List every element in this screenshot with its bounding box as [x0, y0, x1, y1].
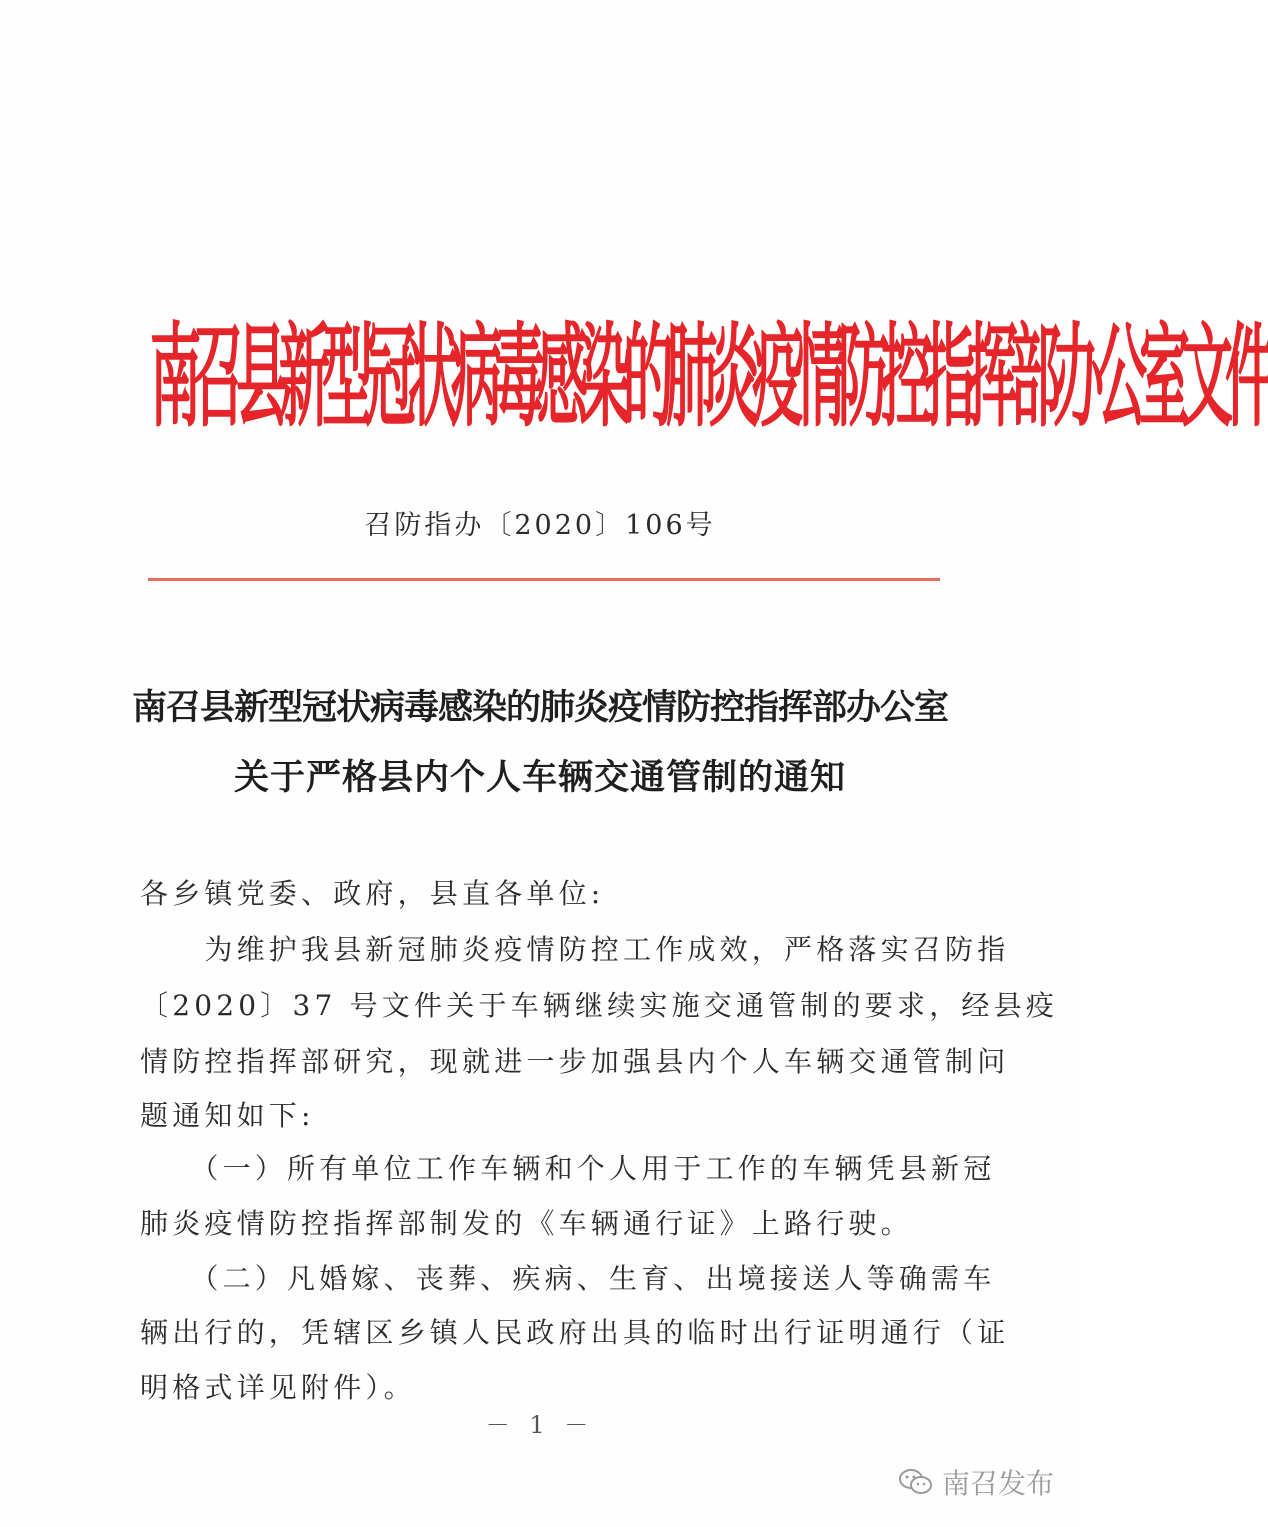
body-line: （二）凡婚嫁、丧葬、疾病、生育、出境接送人等确需车	[140, 1262, 996, 1295]
body-line: 情防控指挥部研究，现就进一步加强县内个人车辆交通管制问	[140, 1045, 1010, 1078]
notice-title-line-1: 南召县新型冠状病毒感染的肺炎疫情防控指挥部办公室	[131, 687, 948, 728]
source-watermark	[898, 1462, 1054, 1502]
body-line: （一）所有单位工作车辆和个人用于工作的车辆凭县新冠	[140, 1152, 996, 1185]
page-number: － 1 －	[485, 1411, 595, 1439]
red-divider-line	[148, 578, 940, 581]
notice-title-line-2: 关于严格县内个人车辆交通管制的通知	[233, 757, 846, 798]
document-number: 召防指办〔2020〕106号	[364, 510, 716, 541]
body-line: 明格式详见附件）。	[140, 1371, 416, 1404]
body-line: 各乡镇党委、政府，县直各单位:	[140, 877, 605, 910]
body-line: 〔2020〕37 号文件关于车辆继续实施交通管制的要求，经县疫	[140, 989, 1058, 1022]
body-line: 为维护我县新冠肺炎疫情防控工作成效，严格落实召防指	[140, 933, 1010, 966]
watermark-text: 南召发布	[942, 1467, 1055, 1500]
body-line: 题通知如下:	[140, 1099, 315, 1132]
wechat-icon	[898, 1467, 934, 1497]
body-line: 肺炎疫情防控指挥部制发的《车辆通行证》上路行驶。	[140, 1207, 913, 1240]
body-line: 辆出行的，凭辖区乡镇人民政府出具的临时出行证明通行（证	[140, 1316, 1010, 1349]
red-header-title: 南召县新型冠状病毒感染的肺炎疫情防控指挥部办公室文件	[150, 312, 1268, 444]
